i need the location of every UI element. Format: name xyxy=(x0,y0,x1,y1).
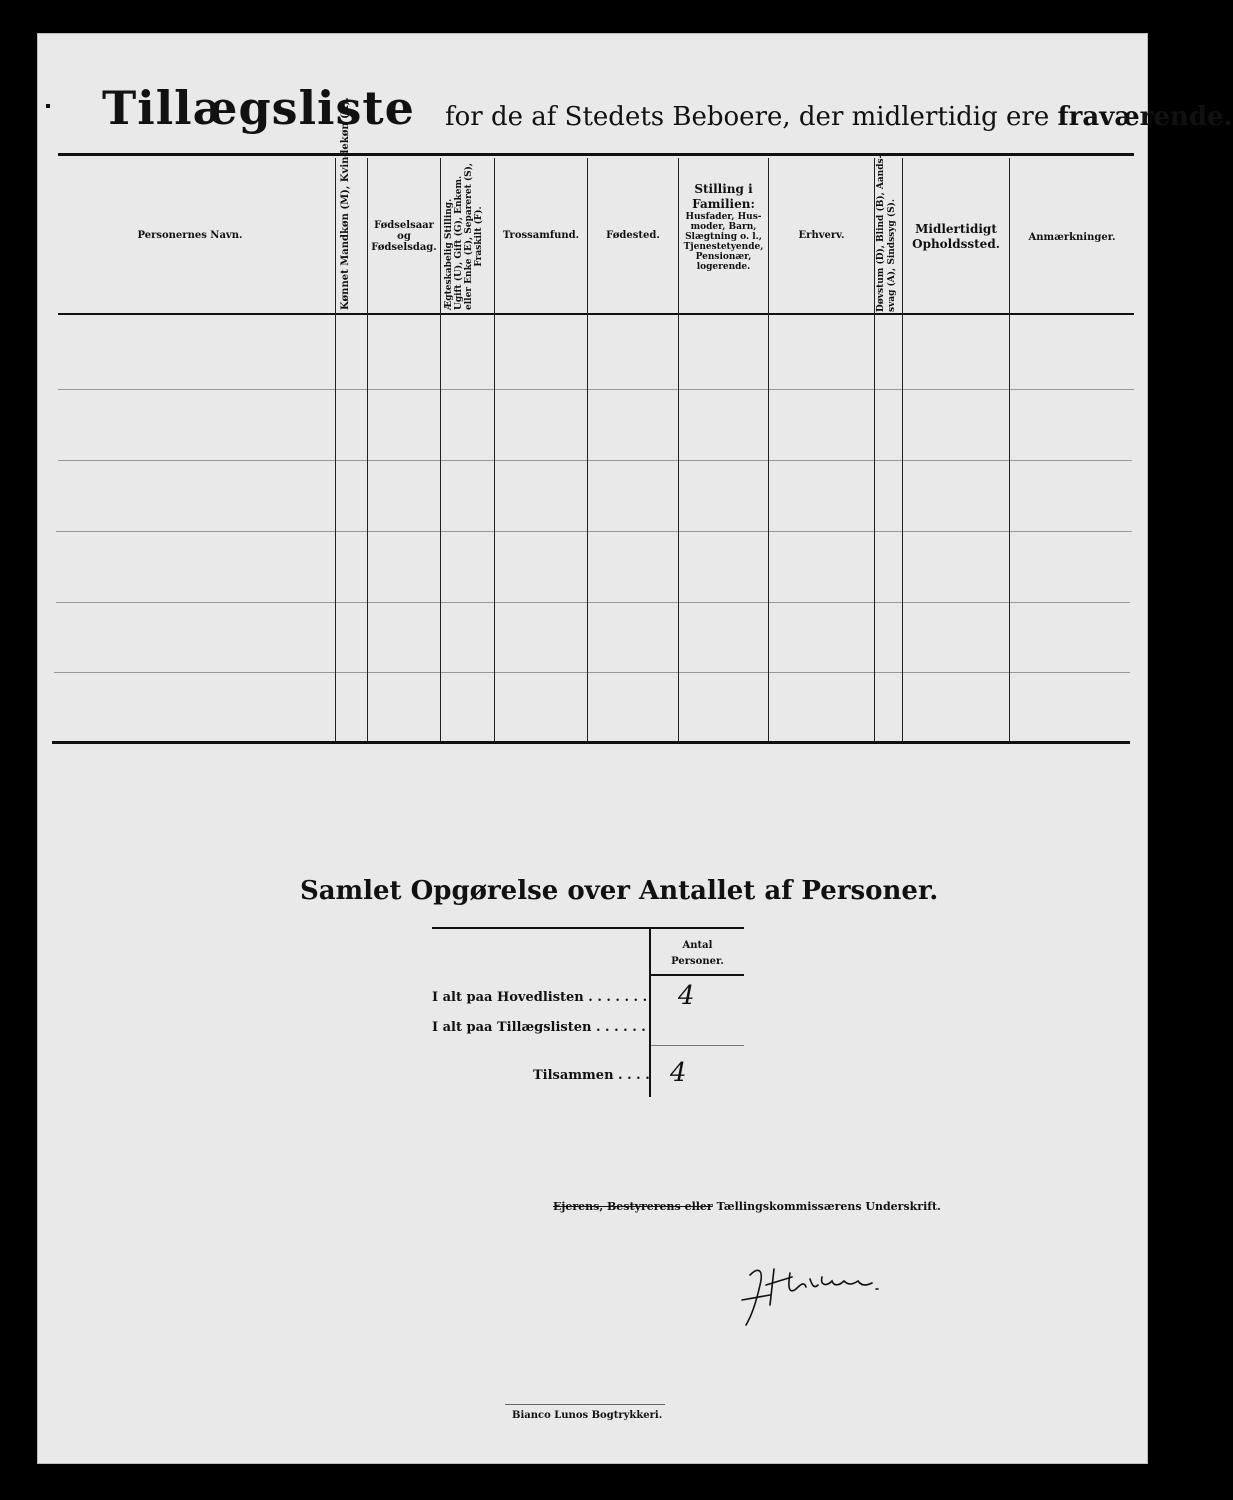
header-birthplace: Fødested. xyxy=(606,230,660,241)
summary-label-main-list: I alt paa Hovedlisten . . . . . . . xyxy=(432,990,648,1005)
summary-label-supplement-list: I alt paa Tillægslisten . . . . . . xyxy=(432,1020,646,1035)
header-birthdate-line: Fødselsaar xyxy=(374,220,434,231)
title-main: Tillægsliste xyxy=(102,81,415,135)
table-bottom-rule xyxy=(52,741,1130,744)
header-disability-line: Døvstum (D), Blind (B), Aands- xyxy=(876,154,886,312)
summary-title: Samlet Opgørelse over Antallet af Personer. xyxy=(300,876,939,906)
header-marital-line: eller Enke (E), Separeret (S), xyxy=(464,162,474,310)
header-occupation: Erhverv. xyxy=(798,230,845,241)
summary-column-header xyxy=(651,938,744,970)
header-religion: Trossamfund. xyxy=(502,230,580,241)
column-divider xyxy=(587,158,588,741)
summary-value-total: 4 xyxy=(670,1058,687,1088)
table-row-line xyxy=(58,389,1134,390)
column-divider xyxy=(335,158,336,741)
summary-header-line: Personer. xyxy=(671,956,724,967)
printer-rule xyxy=(505,1404,665,1405)
table-row-line xyxy=(56,602,1130,603)
summary-subtotal-rule xyxy=(651,1045,744,1046)
summary-value-main-list: 4 xyxy=(678,981,695,1011)
table-row-line xyxy=(56,531,1132,532)
header-family-line: Stilling i xyxy=(694,182,753,196)
header-name: Personernes Navn. xyxy=(137,230,243,241)
column-divider xyxy=(874,158,875,741)
title-subtitle-text: for de af Stedets Beboere, der midlertidig ere xyxy=(445,102,1058,132)
header-temporary-residence xyxy=(903,222,1009,252)
column-divider xyxy=(768,158,769,741)
signature-caption-text: Tællingskommissærens Underskrift. xyxy=(712,1200,941,1213)
header-residence-line: Opholdssted. xyxy=(912,237,1000,251)
signature-struck-text: Ejerens, Bestyrerens eller xyxy=(553,1200,713,1213)
signature-caption xyxy=(553,1200,941,1213)
printer-imprint: Bianco Lunos Bogtrykkeri. xyxy=(512,1410,663,1421)
header-marital-status xyxy=(444,163,484,310)
header-family-position xyxy=(679,182,768,272)
handwritten-signature xyxy=(730,1255,900,1335)
summary-header-line: Antal xyxy=(682,940,713,951)
title-subtitle-bold: fraværende. xyxy=(1057,102,1233,132)
header-marital-line: Ægteskabelig Stilling. xyxy=(444,198,454,310)
header-sex: Kønnet Mandkøn (M), Kvindekøn (K). xyxy=(340,97,351,310)
header-family-line: moder, Barn, xyxy=(690,222,757,232)
form-title xyxy=(60,58,1233,135)
header-birthdate xyxy=(368,220,440,253)
header-remarks: Anmærkninger. xyxy=(1028,232,1116,243)
header-marital-line: Ugift (U), Gift (G), Enkem. xyxy=(454,175,464,310)
summary-header-rule xyxy=(651,974,744,976)
summary-label-total: Tilsammen . . . . xyxy=(533,1068,650,1083)
header-family-line: Familien: xyxy=(692,197,755,211)
header-disability xyxy=(876,155,898,312)
header-residence-line: Midlertidigt xyxy=(915,222,997,236)
table-top-rule xyxy=(58,153,1134,156)
table-row-line xyxy=(58,460,1132,461)
header-family-line: Pensionær, xyxy=(695,252,752,262)
header-marital-line: Fraskilt (F). xyxy=(474,206,484,267)
summary-top-rule xyxy=(432,927,744,929)
header-family-line: Slægtning o. l., xyxy=(685,232,762,242)
column-divider xyxy=(440,158,441,741)
stray-mark xyxy=(46,104,50,108)
title-subtitle xyxy=(445,102,1233,132)
header-birthdate-line: og xyxy=(397,231,411,242)
header-family-line: Husfader, Hus- xyxy=(685,212,762,222)
header-disability-line: svag (A), Sindssyg (S). xyxy=(887,198,897,312)
column-divider xyxy=(1009,158,1010,741)
table-header-rule xyxy=(58,313,1134,315)
table-row-line xyxy=(54,672,1130,673)
column-divider xyxy=(494,158,495,741)
header-family-line: logerende. xyxy=(696,262,751,272)
header-birthdate-line: Fødselsdag. xyxy=(371,242,437,253)
header-family-line: Tjenestetyende, xyxy=(683,242,764,252)
